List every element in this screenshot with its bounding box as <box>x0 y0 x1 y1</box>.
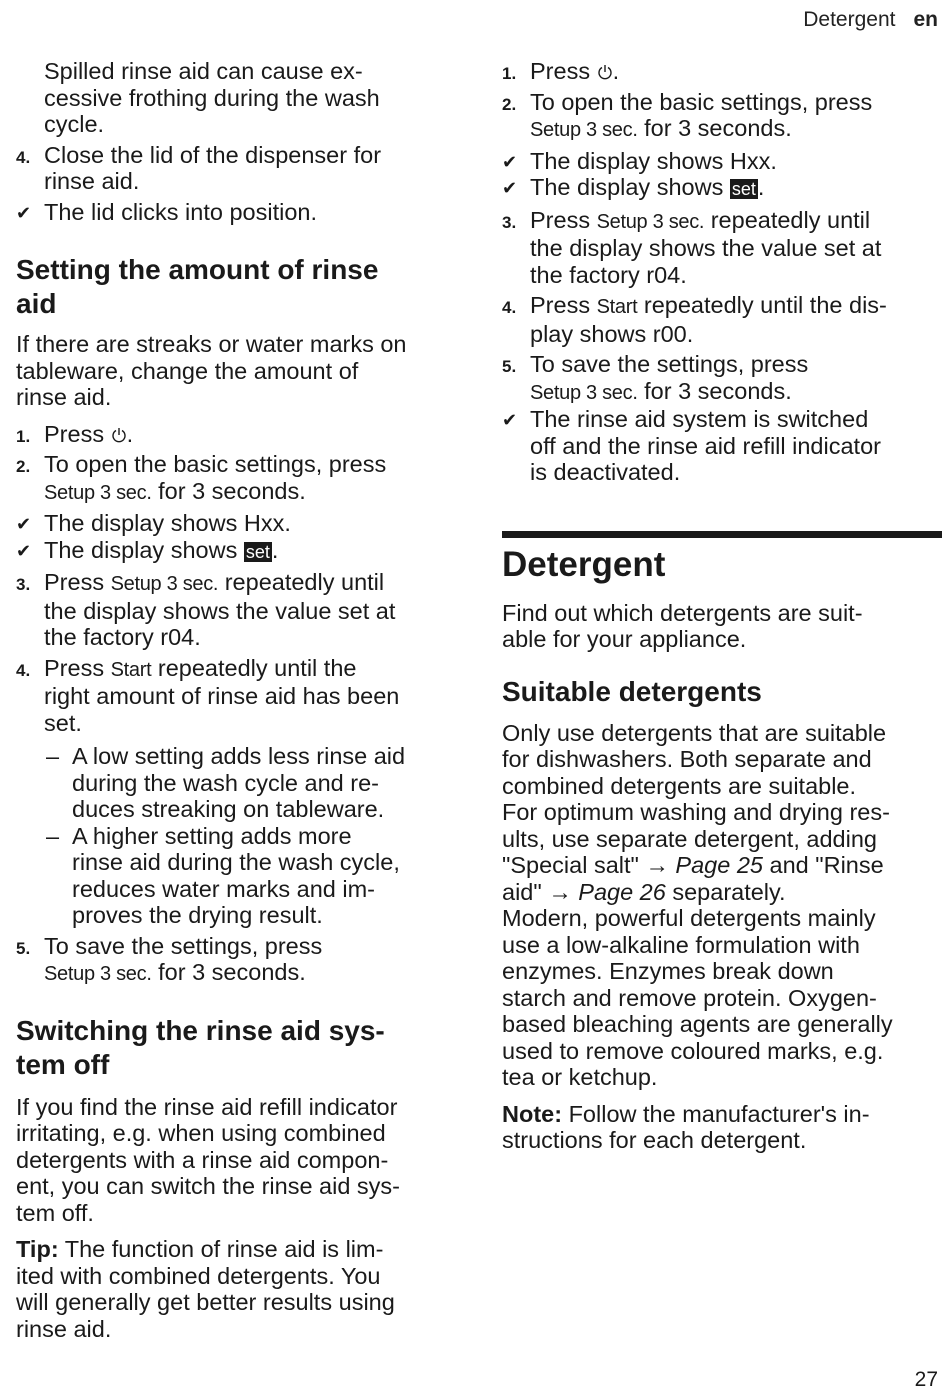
text: for 3 seconds. <box>158 477 306 504</box>
heading-detergent: Detergent <box>502 544 666 584</box>
result-hxx <box>16 510 456 537</box>
text-line: proves the drying result. <box>72 902 323 928</box>
text-line: tea or ketchup. <box>502 1064 658 1090</box>
text-line: To open the basic settings, press <box>530 88 873 115</box>
page-number: 27 <box>914 1368 938 1391</box>
spill-note <box>16 58 456 138</box>
heading-setting-amount <box>16 253 456 321</box>
left-column <box>16 58 456 1342</box>
text-line: set. <box>44 709 82 736</box>
text-line: If there are streaks or water marks on <box>16 331 407 357</box>
tip-label: Tip: <box>16 1236 59 1262</box>
note-label: Note: <box>502 1100 563 1127</box>
step-1: 1. Press . <box>16 421 456 448</box>
checkmark-icon: ✔ <box>16 202 32 223</box>
dash-marker: – <box>46 822 60 849</box>
checkmark-icon: ✔ <box>16 540 32 561</box>
step-5 <box>502 351 942 406</box>
text-line: right amount of rinse aid has been <box>44 683 400 709</box>
step-number: 4. <box>502 298 517 317</box>
setup-button-label: Setup 3 sec. <box>530 119 638 141</box>
step-4 <box>16 655 456 737</box>
text-line: the display shows the value set at <box>44 597 396 624</box>
text-line: reduces water marks and im- <box>72 875 375 902</box>
text-line: structions for each detergent. <box>502 1127 807 1153</box>
step-3 <box>502 207 942 289</box>
header-language: en <box>913 8 938 31</box>
text: Press <box>44 654 105 681</box>
result-hxx <box>502 148 942 175</box>
text-line: starch and remove protein. Oxygen- <box>502 984 877 1011</box>
text: aid" → <box>502 878 572 905</box>
text-line: off and the rinse aid refill indicator <box>530 432 881 459</box>
step-number: 5. <box>16 938 31 958</box>
text-line: rinse aid. <box>16 384 112 410</box>
text: Press <box>530 58 591 84</box>
text-line: A higher setting adds more <box>72 822 352 849</box>
text-line: during the wash cycle and re- <box>72 769 379 796</box>
text-line: For optimum washing and drying res- <box>502 799 890 825</box>
text-line: To open the basic settings, press <box>44 451 387 477</box>
tip-paragraph <box>16 1236 456 1342</box>
text: for 3 seconds. <box>644 115 792 141</box>
setup-button-label: Setup 3 sec. <box>44 963 152 985</box>
heading-line: tem off <box>16 1048 110 1080</box>
text-line: Close the lid of the dispenser for <box>44 141 382 168</box>
text: Press <box>44 420 105 447</box>
text: Follow the manufacturer's in- <box>568 1100 870 1127</box>
text: Press <box>530 292 591 318</box>
text: for 3 seconds. <box>158 959 306 985</box>
switch-off-paragraph <box>16 1094 456 1227</box>
step-number: 4. <box>16 660 31 680</box>
right-column <box>502 58 942 1154</box>
display-set-indicator: set <box>245 541 270 562</box>
text-line: ited with combined detergents. You <box>16 1262 381 1289</box>
step-4 <box>502 292 942 347</box>
heading-line: Setting the amount of rinse <box>16 254 379 285</box>
text-line: A low setting adds less rinse aid <box>72 743 406 769</box>
step-5 <box>16 933 456 988</box>
heading-line: Switching the rinse aid sys- <box>16 1014 385 1046</box>
text: Press <box>530 206 591 233</box>
step-2 <box>16 451 456 506</box>
modern-detergents-paragraph <box>502 905 942 1091</box>
step-1: 1. Press . <box>502 58 942 85</box>
setup-button-label: Setup 3 sec. <box>596 210 705 233</box>
power-icon <box>597 64 613 80</box>
setup-button-label: Setup 3 sec. <box>44 481 152 504</box>
text-line: used to remove coloured marks, e.g. <box>502 1037 884 1064</box>
step-number: 2. <box>16 457 31 476</box>
result-set: ✔ The display shows set. <box>502 174 765 200</box>
text: and "Rinse <box>769 852 884 878</box>
text-line: rinse aid. <box>16 1315 112 1342</box>
text-line: irritating, e.g. when using combined <box>16 1120 386 1146</box>
text-line: ults, use separate detergent, adding <box>502 825 877 852</box>
result-lid-clicks <box>16 199 456 226</box>
start-button-label: Start <box>596 296 638 318</box>
text-line: Find out which detergents are suit- <box>502 599 863 626</box>
power-icon <box>111 427 127 443</box>
text-line: The display shows Hxx. <box>44 510 291 536</box>
heading-suitable-detergents: Suitable detergents <box>502 675 762 707</box>
text: repeatedly until the dis- <box>643 292 887 318</box>
text-line: play shows r00. <box>530 320 694 347</box>
text-line: duces streaking on tableware. <box>72 796 385 822</box>
step-2 <box>502 89 942 144</box>
text-line: able for your appliance. <box>502 626 747 652</box>
text: The display shows <box>530 174 724 200</box>
bullet-high-setting <box>16 823 456 929</box>
text-line: use a low-alkaline formulation with <box>502 931 860 958</box>
step-number: 1. <box>502 64 517 83</box>
dash-marker: – <box>46 743 60 769</box>
step-number: 4. <box>16 147 31 167</box>
result-set: ✔ The display shows set. <box>16 536 279 563</box>
text-line: Only use detergents that are suitable <box>502 719 887 746</box>
text-line: tem off. <box>16 1199 94 1226</box>
start-button-label: Start <box>110 658 152 681</box>
text-line: the factory r04. <box>530 261 687 288</box>
text: repeatedly until <box>710 206 871 233</box>
text-line: Spilled rinse aid can cause ex- <box>44 58 363 84</box>
text-line: enzymes. Enzymes break down <box>502 958 834 984</box>
text-line: rinse aid during the wash cycle, <box>72 849 400 875</box>
heading-line: aid <box>16 288 57 319</box>
setup-button-label: Setup 3 sec. <box>110 573 219 595</box>
checkmark-icon: ✔ <box>502 151 518 172</box>
text: for 3 seconds. <box>644 377 792 404</box>
suitable-paragraph <box>502 720 942 906</box>
text-line: cessive frothing during the wash <box>44 84 380 111</box>
header-section-title: Detergent <box>803 8 896 31</box>
text-line: based bleaching agents are generally <box>502 1011 893 1037</box>
page-reference-link[interactable]: Page 25 <box>675 852 763 878</box>
step-number: 3. <box>16 575 31 594</box>
text: The function of rinse aid is lim- <box>64 1236 384 1262</box>
checkmark-icon: ✔ <box>502 178 518 198</box>
step-number: 3. <box>502 212 517 232</box>
text-line: To save the settings, press <box>44 932 323 959</box>
text-line: will generally get better results using <box>16 1289 395 1315</box>
text-line: tableware, change the amount of <box>16 357 359 384</box>
text-line: rinse aid. <box>44 168 140 194</box>
text-line: To save the settings, press <box>530 351 809 377</box>
text: repeatedly until <box>224 569 385 595</box>
text: repeatedly until the <box>157 654 357 681</box>
text-line: Modern, powerful detergents mainly <box>502 905 876 931</box>
note-paragraph <box>502 1101 942 1154</box>
text: separately. <box>672 878 786 905</box>
step-3 <box>16 569 456 651</box>
bullet-low-setting <box>16 743 456 823</box>
step-close-lid <box>16 142 456 195</box>
step-number: 5. <box>502 357 517 376</box>
section-divider <box>502 531 942 538</box>
text-line: The lid clicks into position. <box>44 198 317 225</box>
text-line: is deactivated. <box>530 459 681 485</box>
result-switched-off <box>502 406 942 486</box>
heading-switching-off <box>16 1014 456 1082</box>
running-header <box>803 8 938 32</box>
detergent-intro <box>502 600 942 653</box>
text-line: The rinse aid system is switched <box>530 406 869 432</box>
text-line: If you find the rinse aid refill indicator <box>16 1093 398 1120</box>
text-line: for dishwashers. Both separate and <box>502 746 872 772</box>
text-line: The display shows Hxx. <box>530 147 777 174</box>
checkmark-icon: ✔ <box>16 514 32 534</box>
step-number: 2. <box>502 94 517 114</box>
checkmark-icon: ✔ <box>502 410 518 430</box>
step-number: 1. <box>16 426 31 446</box>
text-line: detergents with a rinse aid compon- <box>16 1146 389 1173</box>
page-reference-link[interactable]: Page 26 <box>578 878 666 905</box>
text-line: cycle. <box>44 111 105 137</box>
text: Press <box>44 569 105 595</box>
setup-button-label: Setup 3 sec. <box>530 381 638 404</box>
text-line: the factory r04. <box>44 624 201 650</box>
text-line: combined detergents are suitable. <box>502 772 857 799</box>
text: "Special salt" → <box>502 852 669 878</box>
amount-paragraph <box>16 331 456 411</box>
text-line: ent, you can switch the rinse aid sys- <box>16 1173 401 1199</box>
text-line: the display shows the value set at <box>530 235 882 261</box>
text: The display shows <box>44 536 238 563</box>
display-set-indicator: set <box>731 179 756 199</box>
